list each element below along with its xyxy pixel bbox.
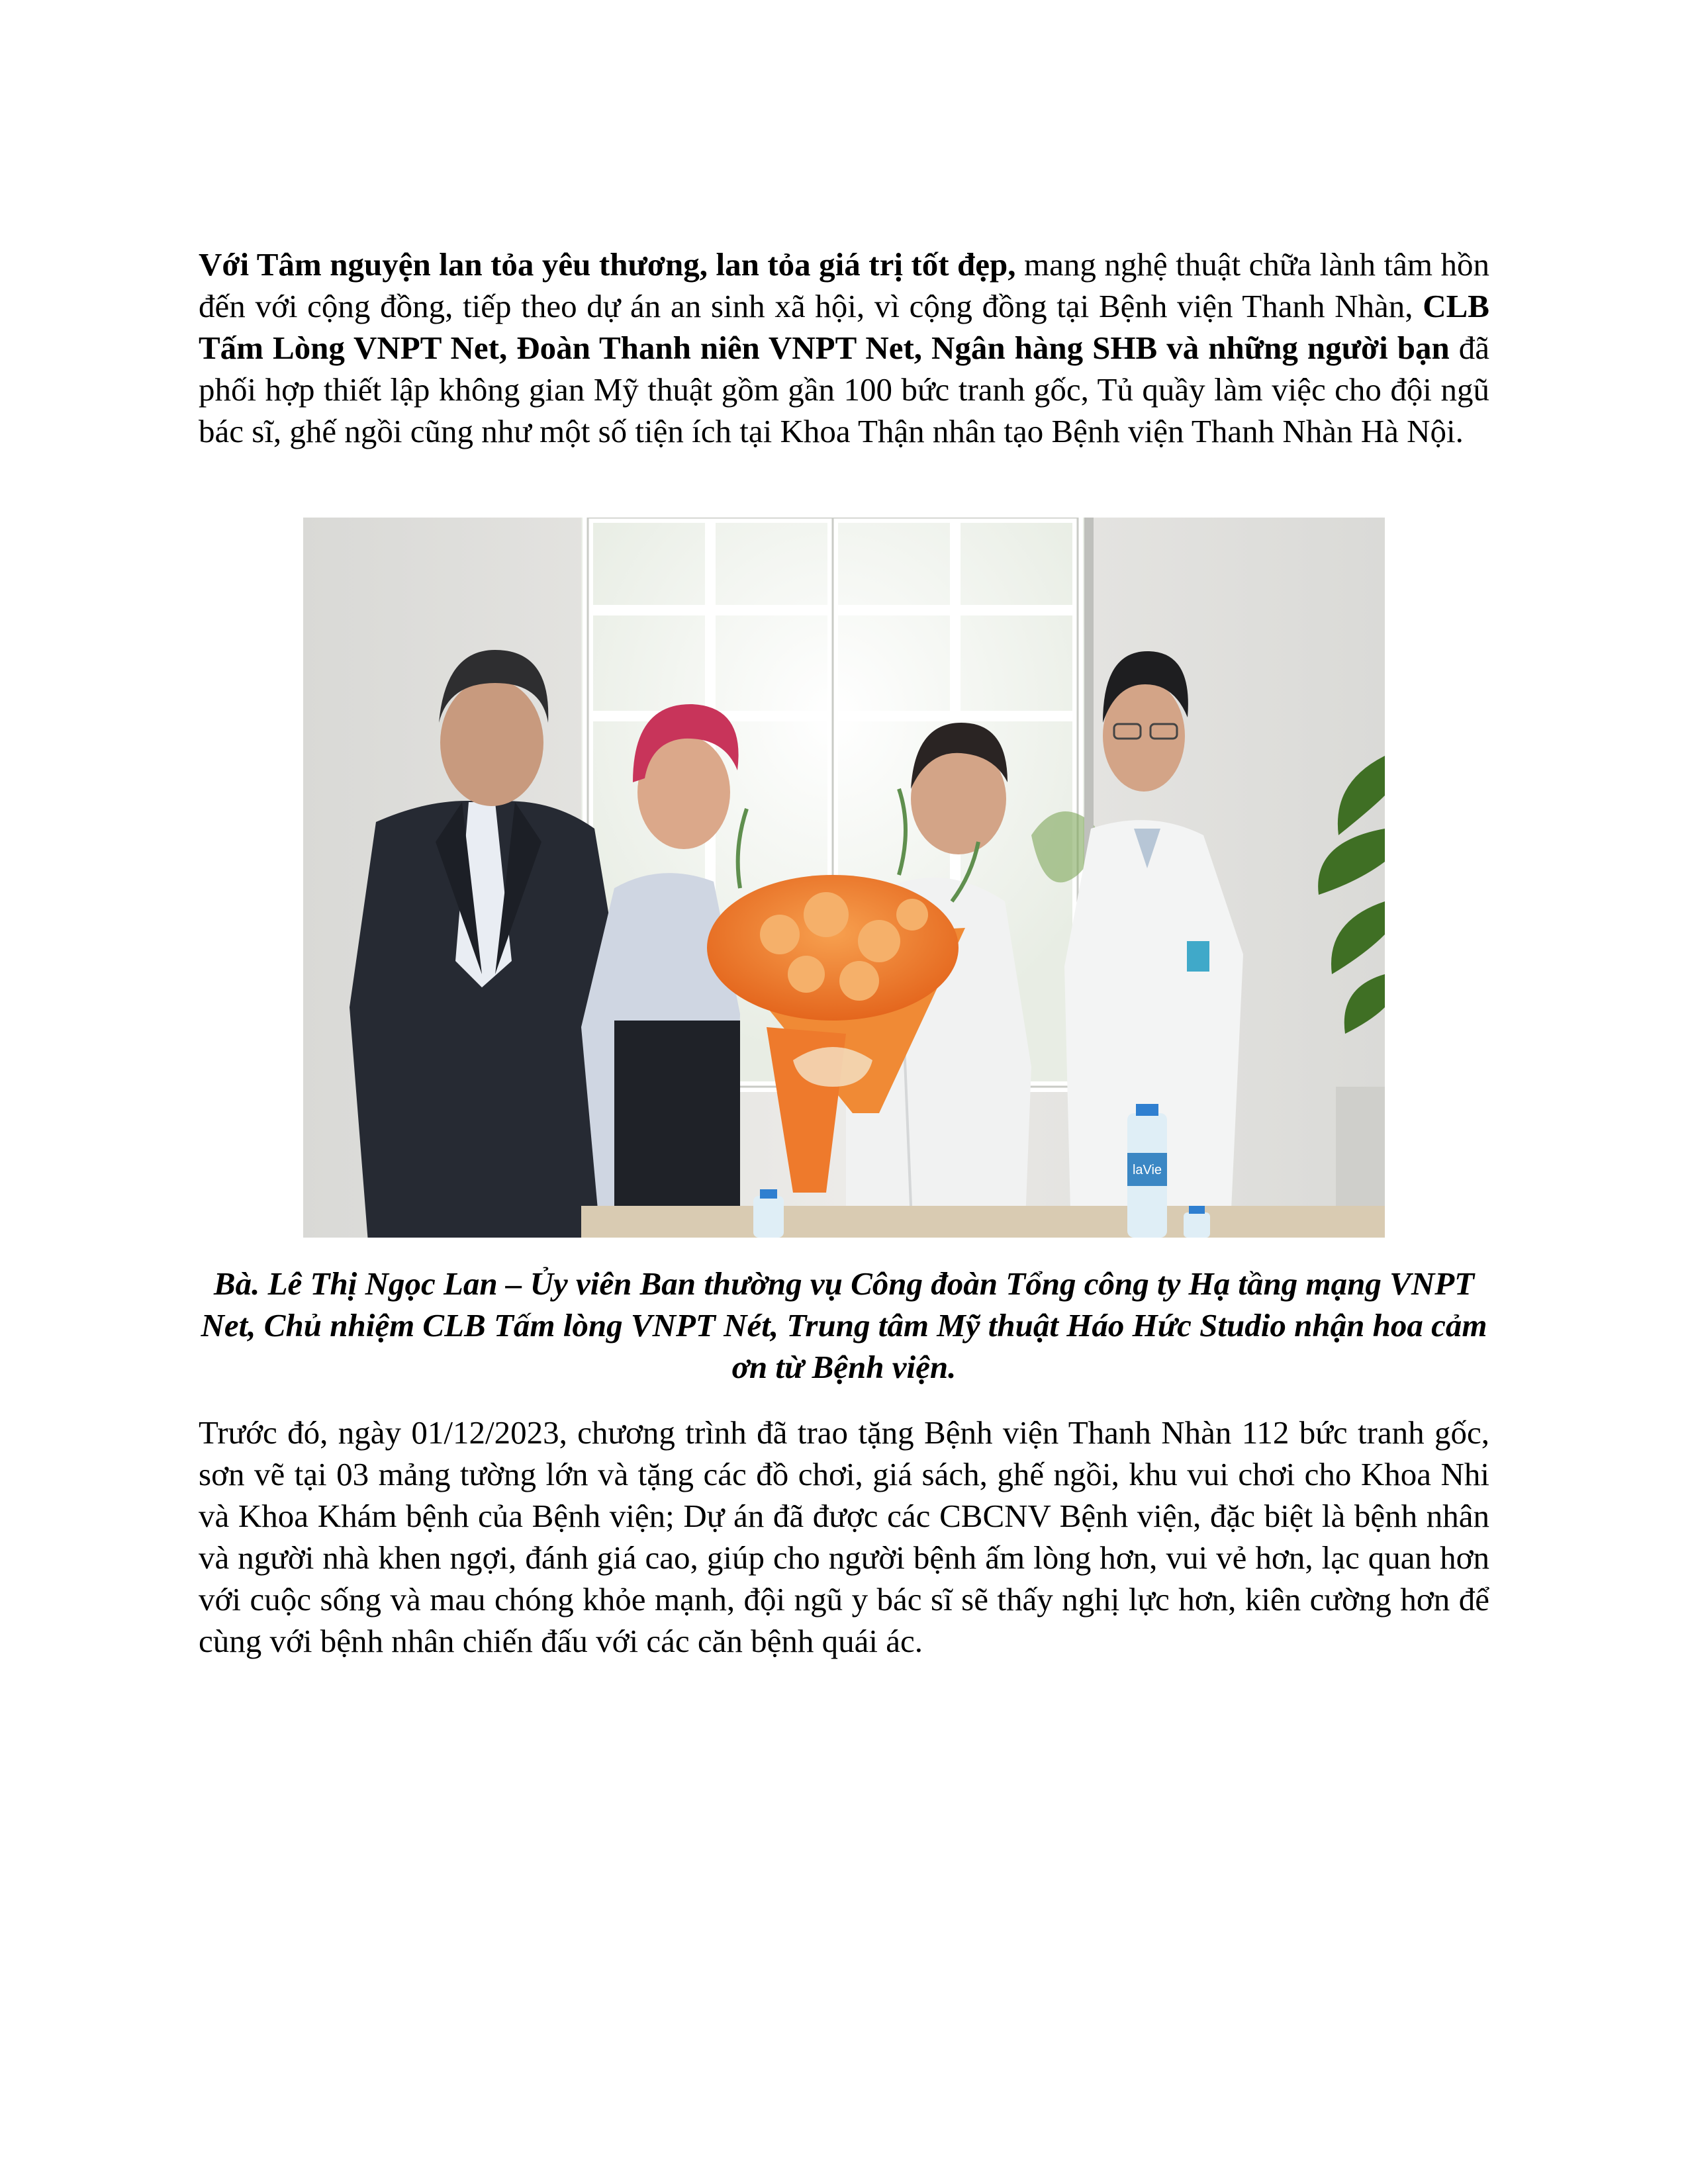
intro-text-2: đã phối hợp thiết lập không gian Mỹ thuật gồm gần 100 bức tranh gốc, Tủ quầy làm việc cho đội ngũ bác sĩ, ghế ngồi cũng như một số tiện ích tại Khoa Thận nhân tạo Bệnh viện Thanh Nhàn Hà Nội. — [199, 330, 1489, 449]
photo-caption: Bà. Lê Thị Ngọc Lan – Ủy viên Ban thường vụ Công đoàn Tổng công ty Hạ tầng mạng VNPT Net, Chủ nhiệm CLB Tấm lòng VNPT Nét, Trung tâm Mỹ thuật Háo Hức Studio nhận hoa cảm ơn từ Bệnh viện. — [201, 1265, 1487, 1385]
followup-paragraph: Trước đó, ngày 01/12/2023, chương trình đã trao tặng Bệnh viện Thanh Nhàn 112 bức tranh gốc, sơn vẽ tại 03 mảng tường lớn và tặng các đồ chơi, giá sách, ghế ngồi, khu vui chơi cho Khoa Nhi và Khoa Khám bệnh của Bệnh viện; Dự án đã được các CBCNV Bệnh viện, đặc biệt là bệnh nhân và người nhà khen ngợi, đánh giá cao, giúp cho người bệnh ấm lòng hơn, vui vẻ hơn, lạc quan hơn với cuộc sống và mau chóng khỏe mạnh, đội ngũ y bác sĩ sẽ thấy nghị lực hơn, kiên cường hơn để cùng với bệnh nhân chiến đấu với các căn bệnh quái ác. — [199, 1414, 1489, 1659]
intro-bold-lead: Với Tâm nguyện lan tỏa yêu thương, lan tỏa giá trị tốt đẹp, — [199, 246, 1016, 283]
bottle-label: laVie — [1132, 1163, 1162, 1177]
intro-paragraph — [199, 244, 1489, 452]
event-photo — [303, 518, 1385, 1238]
id-badge — [1187, 941, 1209, 972]
intro-bold-organizations: CLB Tấm Lòng VNPT Net, Đoàn Thanh niên VNPT Net, Ngân hàng SHB và những người bạn — [199, 288, 1489, 366]
water-bottle — [1127, 1104, 1167, 1238]
intro-text-1: mang nghệ thuật chữa lành tâm hồn đến với cộng đồng, tiếp theo dự án an sinh xã hội, vì cộng đồng tại Bệnh viện Thanh Nhàn, — [199, 246, 1489, 324]
